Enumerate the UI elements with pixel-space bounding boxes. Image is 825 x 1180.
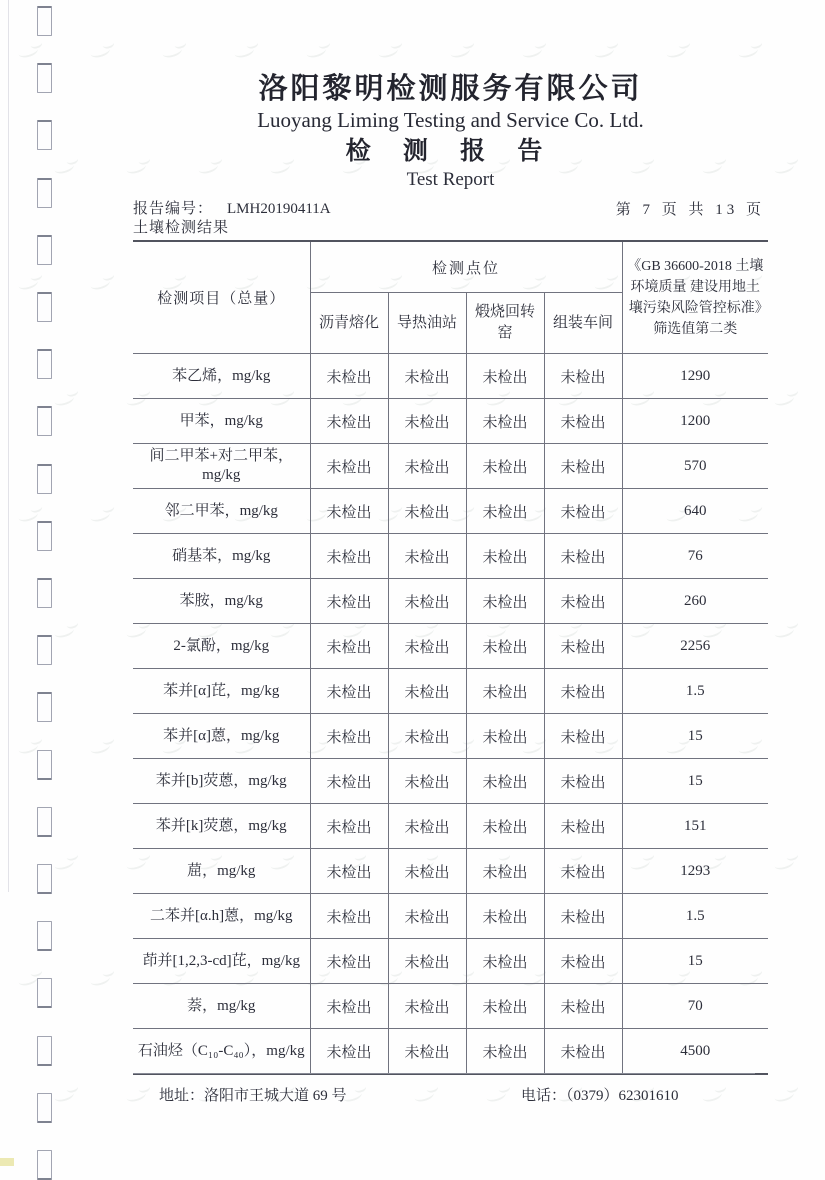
cell-point-value: 未检出 [388,579,466,624]
table-row [133,939,768,984]
cell-point-value: 未检出 [310,804,388,849]
cell-point-value: 未检出 [544,894,622,939]
cell-item: 2-氯酚，mg/kg [133,624,310,669]
cell-point-value: 未检出 [466,669,544,714]
cell-standard-value: 76 [622,534,768,579]
cell-point-value: 未检出 [544,804,622,849]
cell-point-value: 未检出 [388,804,466,849]
cell-point-value: 未检出 [544,714,622,759]
cell-item: 苯胺，mg/kg [133,579,310,624]
cell-item: 苯并[α]芘，mg/kg [133,669,310,714]
report-number-line [133,200,768,219]
watermark-mark [53,855,75,871]
cell-item: 石油烃（C₁₀-C₄₀），mg/kg [133,1029,310,1075]
cell-point-value: 未检出 [388,399,466,444]
page-indicator: 第 7 页 共 13 页 [615,202,765,218]
cell-standard-value: 1200 [622,399,768,444]
results-table [133,240,768,1075]
column-header-point-3: 煅烧回转窑 [466,293,544,354]
cell-item: 甲苯，mg/kg [133,399,310,444]
cell-item: 邻二甲苯，mg/kg [133,489,310,534]
cell-point-value: 未检出 [310,354,388,399]
cell-point-value: 未检出 [466,579,544,624]
table-row [133,849,768,894]
cell-point-value: 未检出 [544,759,622,804]
cell-point-value: 未检出 [466,894,544,939]
column-header-point-2: 导热油站 [388,293,466,354]
cell-point-value: 未检出 [544,1029,622,1075]
table-row [133,579,768,624]
cell-item: 苯并[k]荧蒽，mg/kg [133,804,310,849]
report-title-en: Test Report [406,169,495,190]
cell-item: 䓛，mg/kg [133,849,310,894]
cell-point-value: 未检出 [544,399,622,444]
cell-point-value: 未检出 [466,534,544,579]
cell-standard-value: 1.5 [622,894,768,939]
cell-item: 茚并[1,2,3-cd]芘，mg/kg [133,939,310,984]
watermark-mark [89,971,111,987]
cell-point-value: 未检出 [466,984,544,1029]
cell-point-value: 未检出 [310,939,388,984]
section-title: 土壤检测结果 [133,220,230,236]
cell-point-value: 未检出 [466,759,544,804]
watermark-mark [305,43,327,59]
watermark-mark [89,507,111,523]
cell-point-value: 未检出 [310,534,388,579]
cell-point-value: 未检出 [466,399,544,444]
cell-standard-value: 1290 [622,354,768,399]
cell-point-value: 未检出 [310,1029,388,1075]
page-footer [133,1073,755,1105]
cell-point-value: 未检出 [388,444,466,489]
footer-phone [521,1084,679,1105]
watermark-mark [89,739,111,755]
report-number-label: 报告编号： [133,201,214,217]
cell-point-value: 未检出 [544,624,622,669]
cell-point-value: 未检出 [544,984,622,1029]
table-row [133,354,768,399]
cell-point-value: 未检出 [388,939,466,984]
column-header-points-group: 检测点位 [310,241,622,293]
table-row [133,759,768,804]
cell-point-value: 未检出 [310,894,388,939]
cell-point-value: 未检出 [466,444,544,489]
cell-point-value: 未检出 [310,444,388,489]
watermark-mark [53,623,75,639]
document-page [133,72,768,1075]
watermark-mark [737,43,759,59]
table-row [133,624,768,669]
cell-point-value: 未检出 [544,939,622,984]
cell-item: 苯乙烯，mg/kg [133,354,310,399]
report-title-cn: 检 测 报 告 [345,138,556,165]
watermark-mark [17,43,39,59]
watermark-mark [53,159,75,175]
cell-item: 硝基苯，mg/kg [133,534,310,579]
watermark-mark [773,1087,795,1103]
results-tbody [133,354,768,1075]
table-row [133,1029,768,1075]
table-row [133,984,768,1029]
cell-standard-value: 15 [622,714,768,759]
table-row [133,534,768,579]
cell-standard-value: 15 [622,759,768,804]
table-row [133,894,768,939]
cell-standard-value: 15 [622,939,768,984]
cell-point-value: 未检出 [544,534,622,579]
cell-point-value: 未检出 [466,804,544,849]
watermark-mark [377,43,399,59]
cell-point-value: 未检出 [388,624,466,669]
watermark-mark [17,275,39,291]
watermark-mark [17,507,39,523]
cell-point-value: 未检出 [466,624,544,669]
watermark-mark [773,391,795,407]
cell-standard-value: 151 [622,804,768,849]
footer-address [159,1088,347,1104]
cell-standard-value: 640 [622,489,768,534]
cell-point-value: 未检出 [388,1029,466,1075]
cell-standard-value: 1293 [622,849,768,894]
cell-point-value: 未检出 [466,489,544,534]
watermark-mark [593,43,615,59]
cell-item: 萘，mg/kg [133,984,310,1029]
cell-point-value: 未检出 [310,984,388,1029]
report-number-value: LMH20190411A [227,201,331,217]
header-row-1 [133,241,768,293]
watermark-mark [53,1087,75,1103]
cell-point-value: 未检出 [544,579,622,624]
cell-point-value: 未检出 [388,489,466,534]
cell-point-value: 未检出 [310,489,388,534]
cell-point-value: 未检出 [388,759,466,804]
cell-point-value: 未检出 [466,354,544,399]
table-row [133,444,768,489]
watermark-mark [773,159,795,175]
cell-point-value: 未检出 [388,354,466,399]
cell-point-value: 未检出 [310,669,388,714]
watermark-mark [161,43,183,59]
cell-standard-value: 70 [622,984,768,1029]
table-row [133,399,768,444]
watermark-mark [53,391,75,407]
cell-point-value: 未检出 [388,669,466,714]
address-label: 地址： [159,1088,205,1104]
cell-point-value: 未检出 [544,444,622,489]
company-name-en: Luoyang Liming Testing and Service Co. Ltd. [257,108,644,132]
address-value: 洛阳市王城大道 69 号 [204,1088,347,1104]
watermark-mark [233,43,255,59]
cell-point-value: 未检出 [388,984,466,1029]
cell-point-value: 未检出 [466,714,544,759]
watermark-mark [773,623,795,639]
company-name-cn: 洛阳黎明检测服务有限公司 [258,73,643,105]
cell-point-value: 未检出 [310,399,388,444]
column-header-standard: 《GB 36600-2018 土壤环境质量 建设用地土壤污染风险管控标准》筛选值第二类 [622,241,768,354]
cell-standard-value: 2256 [622,624,768,669]
cell-point-value: 未检出 [310,759,388,804]
watermark-mark [17,739,39,755]
cell-standard-value: 1.5 [622,669,768,714]
cell-point-value: 未检出 [466,1029,544,1075]
watermark-mark [665,43,687,59]
cell-point-value: 未检出 [466,849,544,894]
cell-point-value: 未检出 [388,714,466,759]
table-row [133,669,768,714]
cell-item: 二苯并[α.h]蒽，mg/kg [133,894,310,939]
watermark-mark [89,275,111,291]
cell-standard-value: 4500 [622,1029,768,1075]
cell-item: 苯并[b]荧蒽，mg/kg [133,759,310,804]
report-meta [133,200,768,238]
cell-point-value: 未检出 [544,489,622,534]
cell-standard-value: 570 [622,444,768,489]
watermark-mark [89,43,111,59]
cell-item: 苯并[α]蒽，mg/kg [133,714,310,759]
cell-point-value: 未检出 [388,534,466,579]
cell-item: 间二甲苯+对二甲苯，mg/kg [133,444,310,489]
table-row [133,714,768,759]
cell-point-value: 未检出 [544,849,622,894]
cell-point-value: 未检出 [466,939,544,984]
cell-point-value: 未检出 [310,624,388,669]
column-header-point-4: 组装车间 [544,293,622,354]
watermark-mark [449,43,471,59]
cell-point-value: 未检出 [310,849,388,894]
cell-point-value: 未检出 [544,354,622,399]
cell-point-value: 未检出 [388,849,466,894]
watermark-mark [521,43,543,59]
cell-standard-value: 260 [622,579,768,624]
cell-point-value: 未检出 [310,579,388,624]
watermark-mark [773,855,795,871]
column-header-point-1: 沥青熔化 [310,293,388,354]
phone-value: （0379）62301610 [566,1088,679,1104]
cell-point-value: 未检出 [544,669,622,714]
column-header-item: 检测项目（总量） [133,241,310,354]
cell-point-value: 未检出 [388,894,466,939]
table-row [133,804,768,849]
table-row [133,489,768,534]
cell-point-value: 未检出 [310,714,388,759]
watermark-mark [17,971,39,987]
phone-label: 电话： [521,1088,567,1104]
